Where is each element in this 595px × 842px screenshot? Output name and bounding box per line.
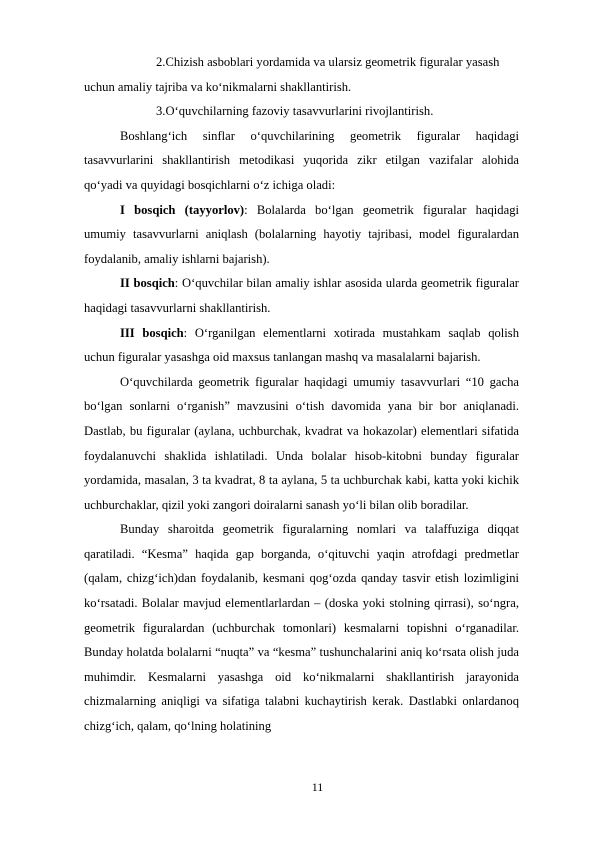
- body-paragraph-1: O‘quvchilarda geometrik figuralar haqidagi umumiy tasavvurlari “10 gacha bo‘lgan sonlarni o‘rganish” mavzusini o‘tish davomida yana bir bor aniqlanadi. Dastlab, bu figuralar (aylana, uchburchak, kvadrat va hokazolar) elementlari sifatida foydalanuvchi shaklida ishlatiladi. Unda bolalar hisob-kitobni bunday figuralar yordamida, masalan, 3 ta kvadrat, 8 ta aylana, 5 ta uchburchak kabi, katta yoki kichik uchburchaklar, qizil yoki zangori doiralarni sanash yo‘li bilan olib boradilar.: [84, 374, 519, 512]
- intro-paragraph: Boshlang‘ich sinflar o‘quvchilarining geometrik figuralar haqidagi tasavvurlarini shakllantirish metodikasi yuqorida zikr etilgan vazifalar alohida qo‘yadi va quyidagi bosqichlarni o‘z ichiga oladi:: [84, 128, 519, 192]
- document-body: [84, 50, 519, 739]
- stage-3-title: III bosqich: [120, 325, 184, 340]
- list-item-3: [84, 99, 519, 124]
- list-item-2: [84, 50, 519, 99]
- stage-3-text: : O‘rganilgan elementlarni xotirada mustahkam saqlab qolish uchun figuralar yasashga oid maxsus tanlangan mashq va masalalarni bajarish.: [84, 325, 519, 365]
- stage-1-text: : Bolalarda bo‘lgan geometrik figuralar haqidagi umumiy tasavvurlarni aniqlash (bolalarning hayotiy tajribasi, model figuralardan foydalanib, amaliy ishlarni bajarish).: [84, 202, 519, 266]
- stage-1-paragraph: [84, 198, 519, 272]
- list-number: 2.: [156, 55, 166, 69]
- stage-2-title: II bosqich: [120, 276, 175, 291]
- stage-1-title: I bosqich (tayyorlov): [120, 202, 245, 217]
- list-number: 3.: [156, 104, 166, 119]
- list-item-text: Chizish asboblari yordamida va ularsiz geometrik figuralar yasash uchun amaliy tajriba va ko‘nikmalarni shakllantirish.: [84, 55, 500, 94]
- stage-3-paragraph: [84, 321, 519, 370]
- body-paragraph-2: Bunday sharoitda geometrik figuralarning nomlari va talaffuziga diqqat qaratiladi. “Kesma” haqida gap borganda, o‘qituvchi yaqin atrofdagi predmetlar (qalam, chizg‘ich)dan foydalanib, kesmani qog‘ozda qanday tasvir etish lozimligini ko‘rsatadi. Bolalar mavjud elementlarlardan – (doska yoki stolning qirrasi), so‘ngra, geometrik figuralardan (uchburchak tomonlari) kesmalarni topishni o‘rganadilar. Bunday holatda bolalarni “nuqta” va “kesma” tushunchalarini aniq ko‘rsata olish juda muhimdir. Kesmalarni yasashga oid ko‘nikmalarni shakllantirish jarayonida chizmalarning aniqligi va sifatiga talabni kuchaytirish kerak. Dastlabki onlardanoq chizg‘ich, qalam, qo‘lning holatining: [84, 522, 519, 734]
- stage-2-paragraph: [84, 271, 519, 320]
- list-item-text: O‘quvchilarning fazoviy tasavvurlarini rivojlantirish.: [165, 104, 434, 119]
- page-number: 11: [311, 780, 324, 794]
- stage-2-text: : O‘quvchilar bilan amaliy ishlar asosida ularda geometrik figuralar haqidagi tasavvurlarni shakllantirish.: [84, 276, 520, 315]
